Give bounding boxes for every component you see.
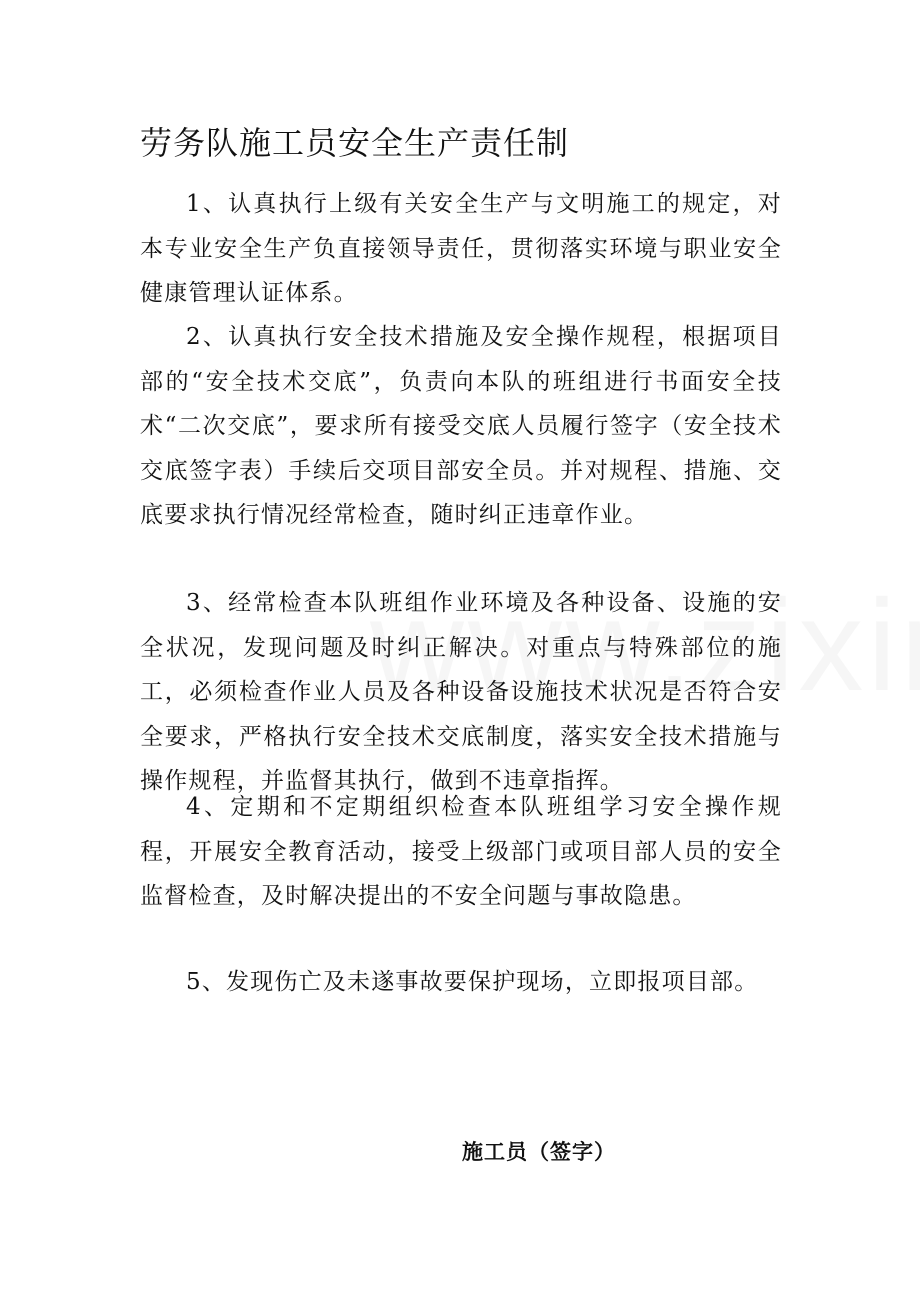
clause-5: 5、发现伤亡及未遂事故要保护现场，立即报项目部。: [186, 969, 759, 995]
clause-3: 3、经常检查本队班组作业环境及各种设备、设施的安全状况，发现问题及时纠正解决。对重点与特殊部位的施工，必须检查作业人员及各种设备设施技术状况是否符合安全要求，严格执行安全技术交底制度，落实安全技术措施与操作规程，并监督其执行，做到不违章指挥。: [140, 590, 782, 794]
clause-4: 4、定期和不定期组织检查本队班组学习安全操作规程，开展安全教育活动，接受上级部门或项目部人员的安全监督检查，及时解决提出的不安全问题与事故隐患。: [140, 794, 782, 909]
signature-label: 施工员（签字）: [462, 1140, 616, 1164]
document-title: 劳务队施工员安全生产责任制: [140, 124, 570, 162]
clause-2: 2、认真执行安全技术措施及安全操作规程，根据项目部的“安全技术交底”，负责向本队的班组进行书面安全技术“二次交底”，要求所有接受交底人员履行签字（安全技术交底签字表）手续后交项目部安全员。并对规程、措施、交底要求执行情况经常检查，随时纠正违章作业。: [140, 324, 782, 528]
clause-1: 1、认真执行上级有关安全生产与文明施工的规定，对本专业安全生产负直接领导责任，贯彻落实环境与职业安全健康管理认证体系。: [140, 191, 782, 306]
